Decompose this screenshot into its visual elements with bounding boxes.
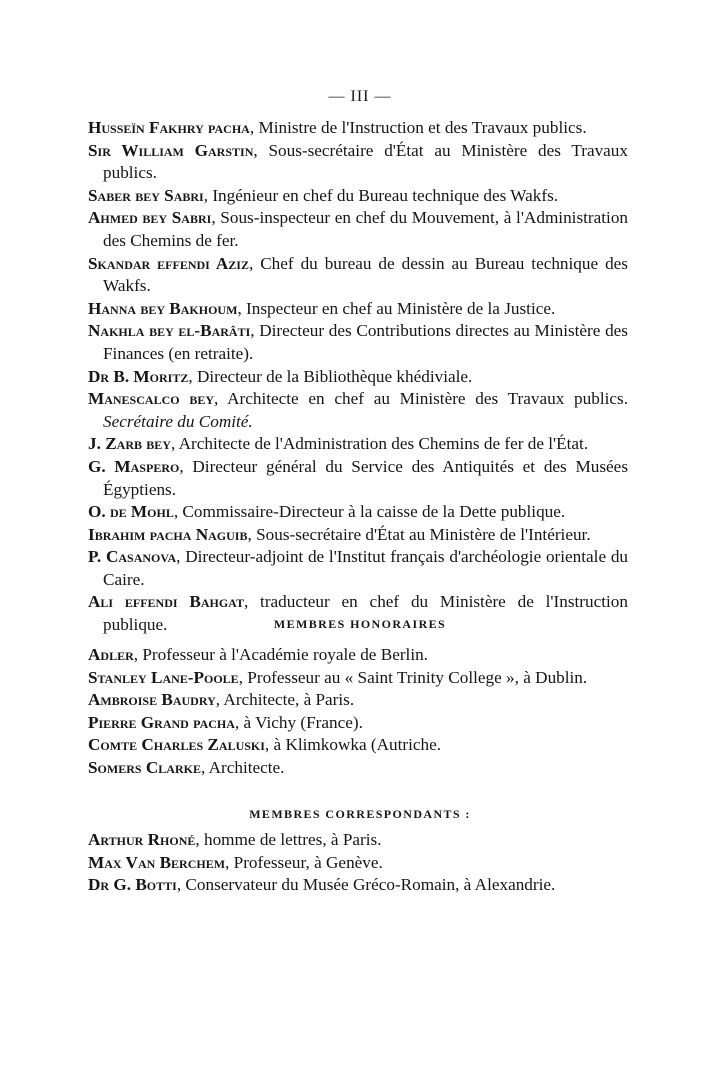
member-name: Ahmed bey Sabri — [88, 208, 212, 228]
member-name: Saber bey Sabri — [88, 185, 204, 205]
member-name: G. Maspero — [88, 456, 180, 476]
list-item — [88, 433, 628, 456]
corresponding-members-list — [88, 829, 628, 897]
list-item — [88, 757, 628, 780]
member-title: , Architecte de l'Administration des Chemins de fer de l'État. — [170, 434, 589, 454]
member-title: , Conservateur du Musée Gréco-Romain, à Alexandrie. — [176, 875, 556, 895]
member-title: , traducteur en chef du Ministère de l'Instruction publique. — [103, 592, 628, 635]
member-title: , à Vichy (France). — [234, 712, 363, 732]
member-title: , Directeur de la Bibliothèque khédiviale. — [188, 366, 473, 386]
member-name: Adler — [88, 645, 134, 664]
member-name: Dr B. Moritz — [88, 366, 189, 386]
member-name: Ibrahim pacha Naguib — [88, 524, 248, 544]
member-name: Manescalco bey — [88, 389, 214, 409]
member-title: , Architecte. — [200, 757, 285, 777]
member-name: Somers Clarke — [88, 757, 201, 777]
list-item — [88, 366, 628, 389]
list-item — [88, 874, 628, 897]
member-name: Skandar effendi Aziz — [88, 253, 249, 273]
member-name: Hanna bey Bakhoum — [88, 298, 238, 318]
member-name: Arthur Rhoné — [88, 830, 196, 849]
member-title: , Inspecteur en chef au Ministère de la Justice. — [237, 298, 556, 318]
list-item — [88, 320, 628, 365]
member-title: , Directeur-adjoint de l'Institut français d'archéologie orientale du Caire. — [103, 547, 629, 589]
member-title: , Ingénieur en chef du Bureau technique des Wakfs. — [203, 185, 559, 205]
list-item — [88, 644, 628, 667]
member-title: , Sous-secrétaire d'État au Ministère de l'Intérieur. — [247, 524, 591, 544]
list-item — [88, 185, 628, 208]
member-title: , Chef du bureau de dessin au Bureau technique des Wakfs. — [103, 253, 628, 296]
member-title: , Professeur au « Saint Trinity College », à Dublin. — [238, 667, 588, 687]
member-title: , Directeur général du Service des Antiquités et des Musées Égyptiens. — [103, 456, 629, 499]
list-item — [88, 712, 628, 735]
member-title: , Sous-secrétaire d'État au Ministère des Travaux publics. — [103, 140, 628, 183]
member-name: Dr G. Botti — [88, 875, 177, 895]
member-name: Sir William Garstin — [88, 140, 254, 160]
secretary-note: Secrétaire du Comité. — [103, 411, 253, 431]
member-title: , à Klimkowka (Autriche. — [264, 735, 442, 755]
member-name: Stanley Lane-Poole — [88, 667, 239, 687]
list-item — [88, 140, 628, 185]
member-name: Ambroise Baudry — [88, 690, 216, 710]
list-item — [88, 852, 628, 875]
member-title: , Commissaire-Directeur à la caisse de la Dette publique. — [173, 502, 566, 522]
list-item — [88, 829, 628, 852]
member-name: Husseïn Fakhry pacha — [88, 118, 250, 137]
corresponding-members-heading: MEMBRES CORRESPONDANTS : — [249, 807, 471, 821]
member-title: , Directeur des Contributions directes au Ministère des Finances (en retraite). — [103, 321, 628, 363]
honorary-members-heading: MEMBRES HONORAIRES — [273, 617, 447, 631]
member-title: , homme de lettres, à Paris. — [195, 830, 382, 849]
honorary-members-list — [88, 644, 628, 780]
list-item — [88, 117, 628, 140]
member-name: Ali effendi Bahgat — [88, 592, 244, 612]
member-name: J. Zarb bey — [88, 434, 171, 454]
list-item — [88, 207, 628, 252]
list-item — [88, 546, 628, 591]
member-title: , Sous-inspecteur en chef du Mouvement, à l'Administration des Chemins de fer. — [103, 208, 629, 250]
list-item — [88, 689, 628, 712]
list-item — [88, 253, 628, 298]
member-name: O. de Mohl — [88, 502, 174, 522]
member-title: , Ministre de l'Instruction et des Travaux publics. — [249, 118, 587, 137]
committee-list — [88, 117, 628, 637]
member-title: , Architecte, à Paris. — [215, 690, 355, 710]
page-number: — III — — [328, 88, 392, 105]
list-item — [88, 501, 628, 524]
member-title: , Professeur à l'Académie royale de Berlin. — [133, 645, 428, 664]
member-name: Comte Charles Zaluski — [88, 735, 265, 755]
member-name: Nakhla bey el-Barâti — [88, 321, 251, 341]
list-item — [88, 388, 628, 433]
list-item — [88, 734, 628, 757]
member-name: P. Casanova — [88, 547, 177, 567]
list-item — [88, 456, 628, 501]
list-item — [88, 524, 628, 547]
member-title: , Professeur, à Genève. — [225, 852, 383, 872]
member-name: Max Van Berchem — [88, 852, 226, 872]
list-item — [88, 298, 628, 321]
list-item — [88, 667, 628, 690]
member-title: , Architecte en chef au Ministère des Travaux publics. — [214, 389, 628, 409]
member-name: Pierre Grand pacha — [88, 712, 235, 732]
